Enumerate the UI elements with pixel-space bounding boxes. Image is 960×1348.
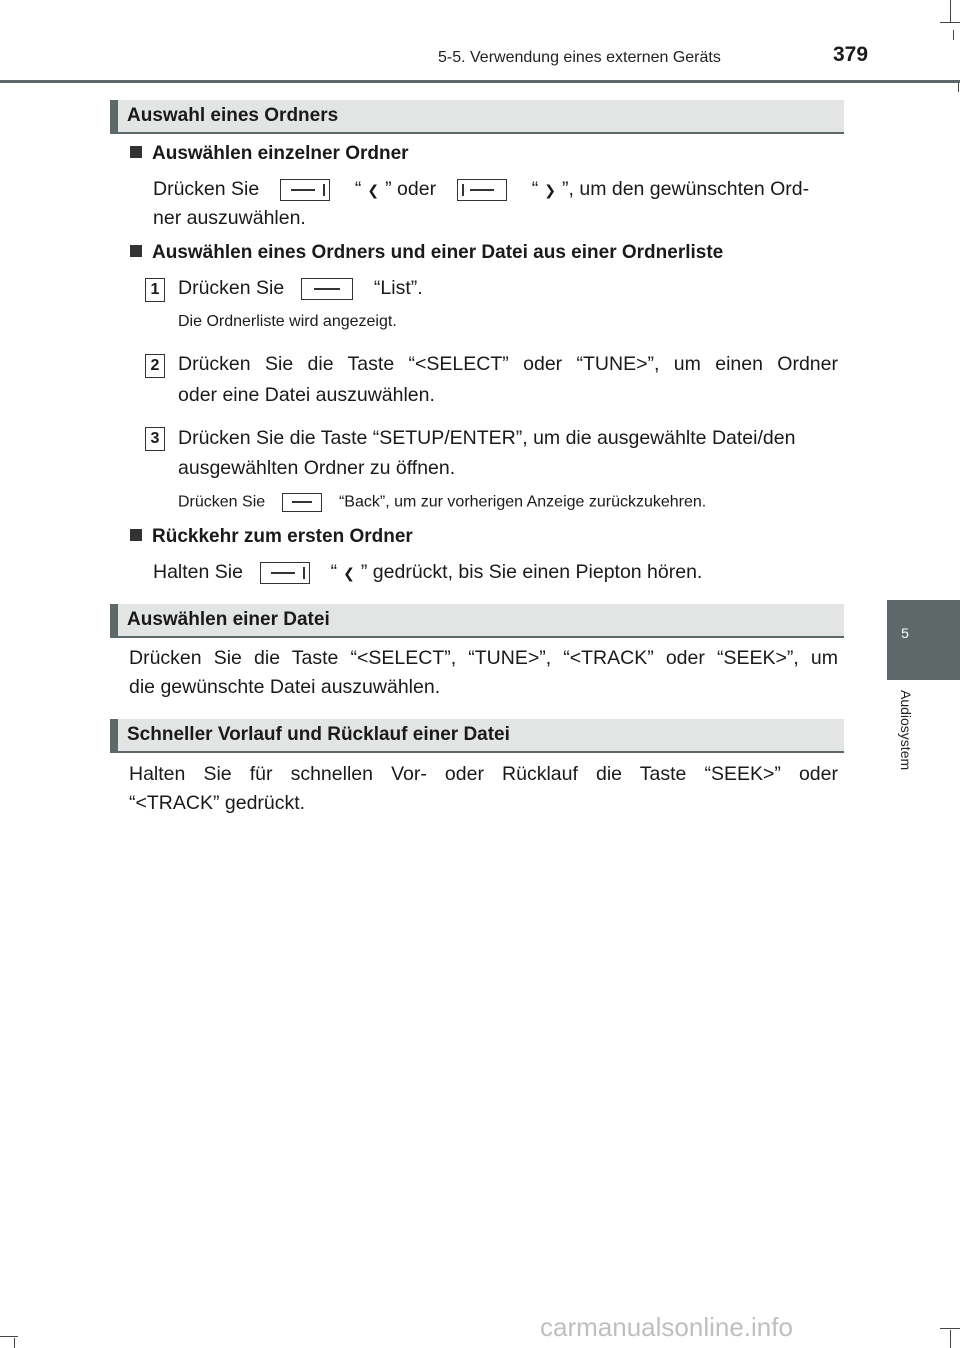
text: Drücken Sie: [153, 178, 260, 200]
crop-mark: [940, 1328, 960, 1329]
chevron-left-icon: ❮: [367, 182, 380, 198]
fast-line2: “<TRACK” gedrückt.: [129, 792, 306, 814]
chapter-tab-label: [896, 690, 916, 800]
text: ” oder: [385, 178, 437, 200]
file-select-line2: die gewünschte Datei auszuwählen.: [129, 676, 441, 698]
text: Drücken Sie: [178, 493, 266, 511]
step3-line1: Drücken Sie die Taste “SETUP/ENTER”, um die ausgewählte Datei/den: [178, 427, 796, 449]
crop-mark: [953, 30, 954, 40]
step-number-1: 1: [145, 278, 165, 302]
section-heading-fast-forward: [110, 719, 844, 753]
steering-button-icon-right: [280, 179, 330, 201]
step2-line1: Drücken Sie die Taste “<SELECT” oder “TUNE>”, um einen Ordner: [178, 353, 838, 375]
step1-text: [178, 273, 423, 303]
watermark: carmanualsonline.info: [540, 1312, 793, 1342]
single-folder-line2: ner auszuwählen.: [153, 207, 306, 229]
section-heading-bar: [110, 719, 118, 751]
step1-note: Die Ordnerliste wird angezeigt.: [178, 313, 397, 330]
chevron-right-icon: ❯: [544, 182, 557, 198]
steering-button-icon-right: [260, 562, 310, 584]
section-heading-file-select: [110, 604, 844, 638]
chapter-tab-number: 5: [901, 625, 909, 641]
square-bullet-icon: [130, 529, 142, 541]
crop-mark: [950, 0, 951, 22]
chapter-title: 5-5. Verwendung eines externen Geräts: [438, 49, 721, 66]
step-number-3: 3: [145, 427, 165, 451]
chapter-tab-label-text: Audiosystem: [898, 690, 914, 771]
step-number-2: 2: [145, 354, 165, 378]
crop-mark: [950, 1330, 951, 1348]
subheading-return-first: [130, 526, 413, 548]
step3-note: [178, 493, 706, 512]
section-heading-text: Auswählen einer Datei: [127, 609, 330, 630]
subheading-text: Rückkehr zum ersten Ordner: [152, 526, 413, 547]
section-heading-bar: [110, 604, 118, 636]
subheading-folder-list: [130, 242, 723, 264]
text: “: [330, 561, 338, 583]
crop-mark: [14, 1338, 15, 1348]
section-heading-folder-select: [110, 100, 844, 134]
text: Halten Sie: [153, 561, 243, 583]
section-heading-bar: [110, 100, 118, 132]
crop-mark: [0, 1336, 18, 1337]
page-number: 379: [833, 43, 869, 66]
section-heading-text: Auswahl eines Ordners: [127, 105, 339, 126]
text: ” gedrückt, bis Sie einen Piepton hören.: [360, 561, 703, 583]
crop-mark: [940, 22, 960, 23]
steering-button-icon: [301, 278, 353, 300]
subheading-text: Auswählen eines Ordners und einer Datei aus einer Ordnerliste: [152, 242, 724, 263]
square-bullet-icon: [130, 245, 142, 257]
text: “: [531, 178, 539, 200]
text: “List”.: [373, 277, 423, 299]
square-bullet-icon: [130, 146, 142, 158]
return-first-line: [153, 557, 702, 588]
steering-button-icon: [282, 493, 322, 512]
text: “: [354, 178, 362, 200]
chevron-left-icon: ❮: [343, 565, 355, 581]
text: “Back”, um zur vorherigen Anzeige zurückzukehren.: [338, 493, 707, 511]
header-rule: [0, 80, 960, 83]
subheading-text: Auswählen einzelner Ordner: [152, 143, 409, 164]
text: Drücken Sie: [178, 277, 285, 299]
steering-button-icon-left: [457, 179, 507, 201]
step2-line2: oder eine Datei auszuwählen.: [178, 384, 435, 406]
fast-line1: Halten Sie für schnellen Vor- oder Rücklauf die Taste “SEEK>” oder: [129, 763, 838, 785]
step3-line2: ausgewählten Ordner zu öffnen.: [178, 457, 456, 479]
file-select-line1: Drücken Sie die Taste “<SELECT”, “TUNE>”, “<TRACK” oder “SEEK>”, um: [129, 647, 838, 669]
subheading-single-folder: [130, 143, 409, 165]
section-heading-text: Schneller Vorlauf und Rücklauf einer Datei: [127, 724, 510, 745]
text: ”, um den gewünschten Ord-: [562, 178, 810, 200]
single-folder-line1: [153, 174, 838, 205]
